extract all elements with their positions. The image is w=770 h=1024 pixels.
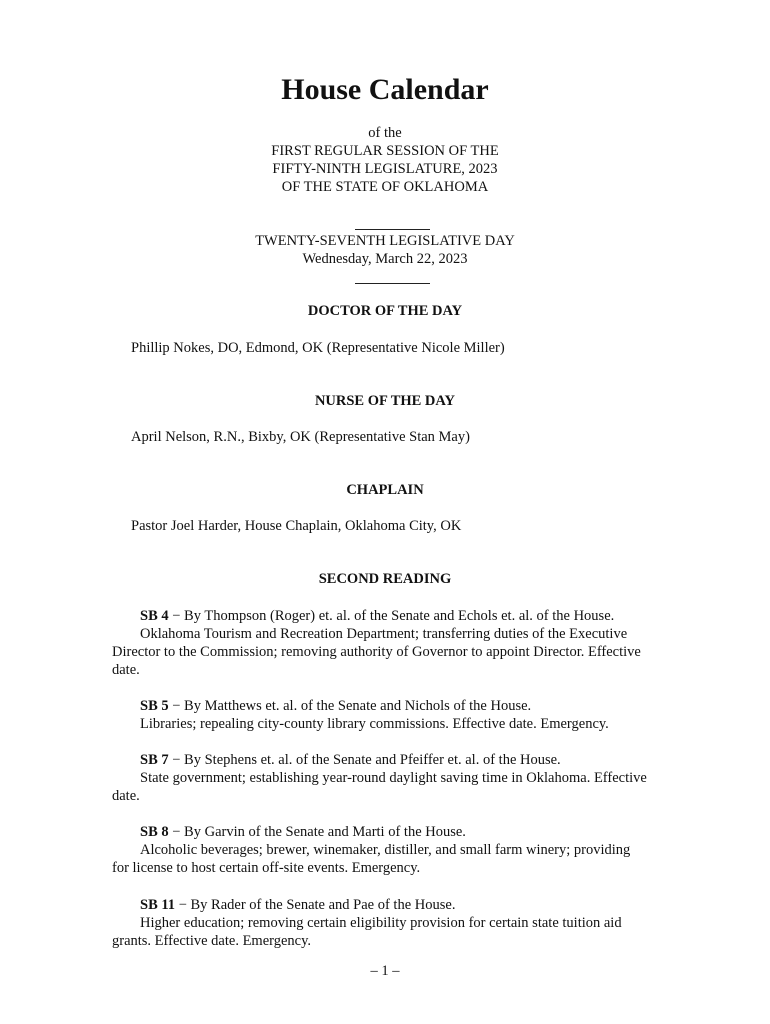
bill-description: grants. Effective date. Emergency. bbox=[112, 933, 312, 949]
bill-id: SB 7 bbox=[140, 752, 169, 768]
session-line: of the bbox=[368, 125, 402, 141]
bill-id: SB 5 bbox=[140, 698, 169, 714]
bill-id: SB 8 bbox=[140, 824, 169, 840]
bill-description: date. bbox=[112, 662, 140, 678]
bill-description: Alcoholic beverages; brewer, winemaker, distiller, and small farm winery; providing bbox=[140, 842, 631, 858]
bill-description: Higher education; removing certain eligibility provision for certain state tuition aid bbox=[140, 915, 622, 931]
bill-header bbox=[140, 697, 531, 715]
divider-rule bbox=[355, 283, 430, 284]
nurse-heading: NURSE OF THE DAY bbox=[314, 393, 456, 409]
nurse-text: April Nelson, R.N., Bixby, OK (Representative Stan May) bbox=[131, 429, 470, 445]
bill-sponsors: − By Matthews et. al. of the Senate and Nichols of the House. bbox=[168, 698, 532, 714]
bill-sponsors: − By Stephens et. al. of the Senate and Pfeiffer et. al. of the House. bbox=[168, 752, 561, 768]
bill-description: Director to the Commission; removing authority of Governor to appoint Director. Effective bbox=[112, 644, 641, 660]
bill-header bbox=[140, 751, 561, 769]
bill-description: Oklahoma Tourism and Recreation Department; transferring duties of the Executive bbox=[140, 626, 628, 642]
bill-description: date. bbox=[112, 788, 140, 804]
bill-id: SB 4 bbox=[140, 608, 169, 624]
bill-sponsors: − By Thompson (Roger) et. al. of the Senate and Echols et. al. of the House. bbox=[168, 608, 615, 624]
session-date: Wednesday, March 22, 2023 bbox=[302, 251, 468, 267]
bill-description: Libraries; repealing city-county library commissions. Effective date. Emergency. bbox=[140, 716, 609, 732]
second-reading-heading: SECOND READING bbox=[318, 571, 452, 587]
bill-id: SB 11 bbox=[140, 897, 176, 913]
chaplain-heading: CHAPLAIN bbox=[346, 482, 424, 498]
bill-description: State government; establishing year-round daylight saving time in Oklahoma. Effective bbox=[140, 770, 647, 786]
doctor-heading: DOCTOR OF THE DAY bbox=[307, 303, 463, 319]
doctor-text: Phillip Nokes, DO, Edmond, OK (Representative Nicole Miller) bbox=[131, 340, 505, 356]
session-line: FIRST REGULAR SESSION OF THE bbox=[271, 143, 499, 159]
document-title: House Calendar bbox=[281, 73, 489, 106]
divider-rule bbox=[355, 229, 430, 230]
chaplain-text: Pastor Joel Harder, House Chaplain, Oklahoma City, OK bbox=[131, 518, 462, 534]
bill-header bbox=[140, 823, 466, 841]
bill-description: for license to host certain off-site events. Emergency. bbox=[112, 860, 421, 876]
session-line: FIFTY-NINTH LEGISLATURE, 2023 bbox=[272, 161, 498, 177]
legislative-day: TWENTY-SEVENTH LEGISLATIVE DAY bbox=[255, 233, 515, 249]
bill-header bbox=[140, 896, 455, 914]
bill-sponsors: − By Garvin of the Senate and Marti of the House. bbox=[168, 824, 466, 840]
page-number: – 1 – bbox=[370, 963, 400, 979]
session-line: OF THE STATE OF OKLAHOMA bbox=[281, 179, 489, 195]
bill-sponsors: − By Rader of the Senate and Pae of the House. bbox=[175, 897, 456, 913]
bill-header bbox=[140, 607, 614, 625]
